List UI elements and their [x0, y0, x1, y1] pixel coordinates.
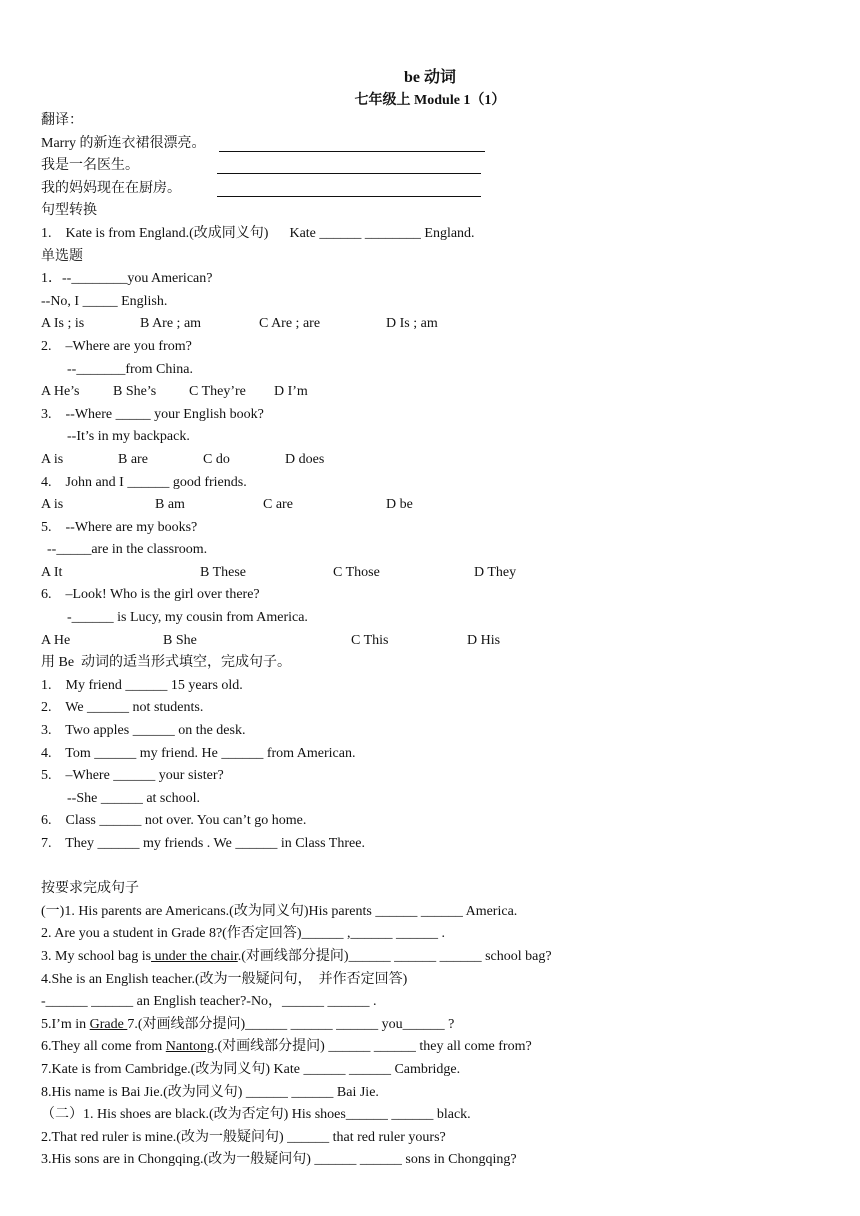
mc-question-stem: 2. –Where are you from? — [41, 338, 192, 354]
translate-item — [41, 155, 831, 178]
mc-option-b: B She — [163, 632, 197, 648]
underlined-phrase: under the chair — [151, 948, 238, 964]
item-text: .(对画线部分提问) ______ ______ they all come from? — [214, 1039, 532, 1055]
mc-option-d: D be — [386, 497, 413, 513]
answer-blank — [219, 137, 485, 152]
section-heading-translate: 翻译： — [41, 113, 83, 128]
section-heading-mc: 单选题 — [41, 248, 83, 264]
mc-question-reply: --_____are in the classroom. — [47, 542, 208, 558]
mc-option-a: A He’s — [41, 384, 80, 400]
mc-question-reply: --_______from China. — [67, 361, 193, 377]
mc-question-stem: 6. –Look! Who is the girl over there? — [41, 587, 260, 603]
fill-item: 7. They ______ my friends . We ______ in Class Three. — [41, 836, 365, 851]
answer-blank — [217, 182, 481, 197]
mc-option-a: A is — [41, 451, 64, 467]
translate-text: 我的妈妈现在在厨房。 — [41, 180, 181, 196]
mc-option-a: A Is ; is — [41, 316, 85, 332]
translate-item — [41, 178, 831, 201]
complete-item: 7.Kate is from Cambridge.(改为同义句) Kate ______ ______ Cambridge. — [41, 1061, 461, 1077]
complete-item: (一)1. His parents are Americans.(改为同义句)His parents ______ ______ America. — [41, 903, 518, 919]
mc-option-d: D His — [467, 632, 501, 648]
mc-question-reply: --No, I _____ English. — [41, 293, 168, 309]
complete-item: 2.That red ruler is mine.(改为一般疑问句) ______ that red ruler yours? — [41, 1129, 446, 1145]
mc-question-stem: 5. --Where are my books? — [41, 519, 198, 535]
complete-item: 4.She is an English teacher.(改为一般疑问句， 并作否定回答) — [41, 971, 408, 987]
item-text: 5.I’m in — [41, 1016, 90, 1032]
mc-option-d: D I’m — [274, 384, 308, 400]
page-subtitle: 七年级上 Module 1（1） — [354, 93, 506, 108]
item-text: .(对画线部分提问)______ ______ ______ school bag? — [237, 948, 552, 964]
mc-option-b: B She’s — [113, 384, 157, 400]
section-heading-transform: 句型转换 — [41, 203, 97, 219]
mc-option-d: D They — [474, 564, 517, 580]
complete-item — [41, 1036, 831, 1059]
translate-item — [41, 133, 831, 156]
answer-blank — [217, 159, 481, 174]
mc-question-reply: --It’s in my backpack. — [67, 429, 190, 445]
item-text: 3. My school bag is — [41, 948, 152, 964]
fill-item: 6. Class ______ not over. You can’t go home. — [41, 813, 307, 829]
underlined-phrase: Nantong — [165, 1039, 215, 1055]
spacer — [41, 856, 831, 879]
mc-question-reply: -______ is Lucy, my cousin from America. — [67, 610, 308, 626]
underlined-phrase: Grade — [89, 1016, 128, 1032]
mc-question-stem: 1．--________you American? — [41, 271, 213, 287]
complete-item: 3.His sons are in Chongqing.(改为一般疑问句) ______ ______ sons in Chongqing? — [41, 1152, 517, 1168]
mc-options — [41, 381, 831, 404]
mc-question-stem: 3. --Where _____ your English book? — [41, 406, 264, 422]
fill-item: 4. Tom ______ my friend. He ______ from American. — [41, 745, 356, 761]
mc-option-a: A is — [41, 497, 64, 513]
mc-option-b: B These — [200, 564, 247, 580]
mc-option-d: D does — [285, 451, 325, 467]
mc-option-b: B am — [155, 497, 185, 513]
mc-option-a: A It — [41, 564, 63, 580]
mc-options — [41, 449, 831, 472]
mc-option-a: A He — [41, 632, 71, 648]
fill-item: 3. Two apples ______ on the desk. — [41, 723, 246, 739]
mc-option-b: B are — [118, 451, 148, 467]
section-heading-fill: 用 Be 动词的适当形式填空，完成句子。 — [41, 655, 292, 671]
page-title: be 动词 — [403, 69, 456, 86]
complete-item — [41, 946, 831, 969]
fill-item: 2. We ______ not students. — [41, 700, 204, 716]
mc-option-c: C They’re — [189, 384, 246, 400]
mc-options — [41, 630, 831, 653]
mc-options — [41, 494, 831, 517]
worksheet-content — [41, 110, 831, 1172]
item-text: 7.(对画线部分提问)______ ______ ______ you______ ? — [127, 1016, 455, 1032]
mc-options — [41, 562, 831, 585]
translate-text: 我是一名医生。 — [41, 158, 139, 174]
fill-item: 5. –Where ______ your sister? — [41, 768, 224, 784]
mc-option-c: C Those — [333, 564, 380, 580]
complete-item: （二）1. His shoes are black.(改为否定句) His shoes______ ______ black. — [41, 1107, 471, 1123]
mc-option-c: C Are ; are — [259, 316, 321, 332]
mc-option-d: D Is ; am — [386, 316, 438, 332]
mc-options — [41, 313, 831, 336]
mc-option-c: C do — [203, 451, 230, 467]
mc-option-b: B Are ; am — [140, 316, 202, 332]
complete-item — [41, 1014, 831, 1037]
complete-item: 2. Are you a student in Grade 8?(作否定回答)______ ,______ ______ . — [41, 926, 445, 942]
translate-text: Marry 的新连衣裙很漂亮。 — [41, 135, 206, 151]
complete-item: 8.His name is Bai Jie.(改为同义句) ______ ______ Bai Jie. — [41, 1084, 379, 1100]
fill-item: 1. My friend ______ 15 years old. — [41, 677, 243, 693]
mc-option-c: C are — [263, 497, 293, 513]
item-text: 6.They all come from — [41, 1039, 166, 1055]
mc-option-c: C This — [351, 632, 389, 648]
transform-item: 1. Kate is from England.(改成同义句) Kate ______ ________ England. — [41, 225, 475, 241]
mc-question-stem: 4. John and I ______ good friends. — [41, 474, 247, 490]
complete-item: -______ ______ an English teacher?-No，______ ______ . — [41, 994, 377, 1010]
section-heading-complete: 按要求完成句子 — [41, 881, 139, 897]
fill-item: --She ______ at school. — [67, 790, 200, 806]
